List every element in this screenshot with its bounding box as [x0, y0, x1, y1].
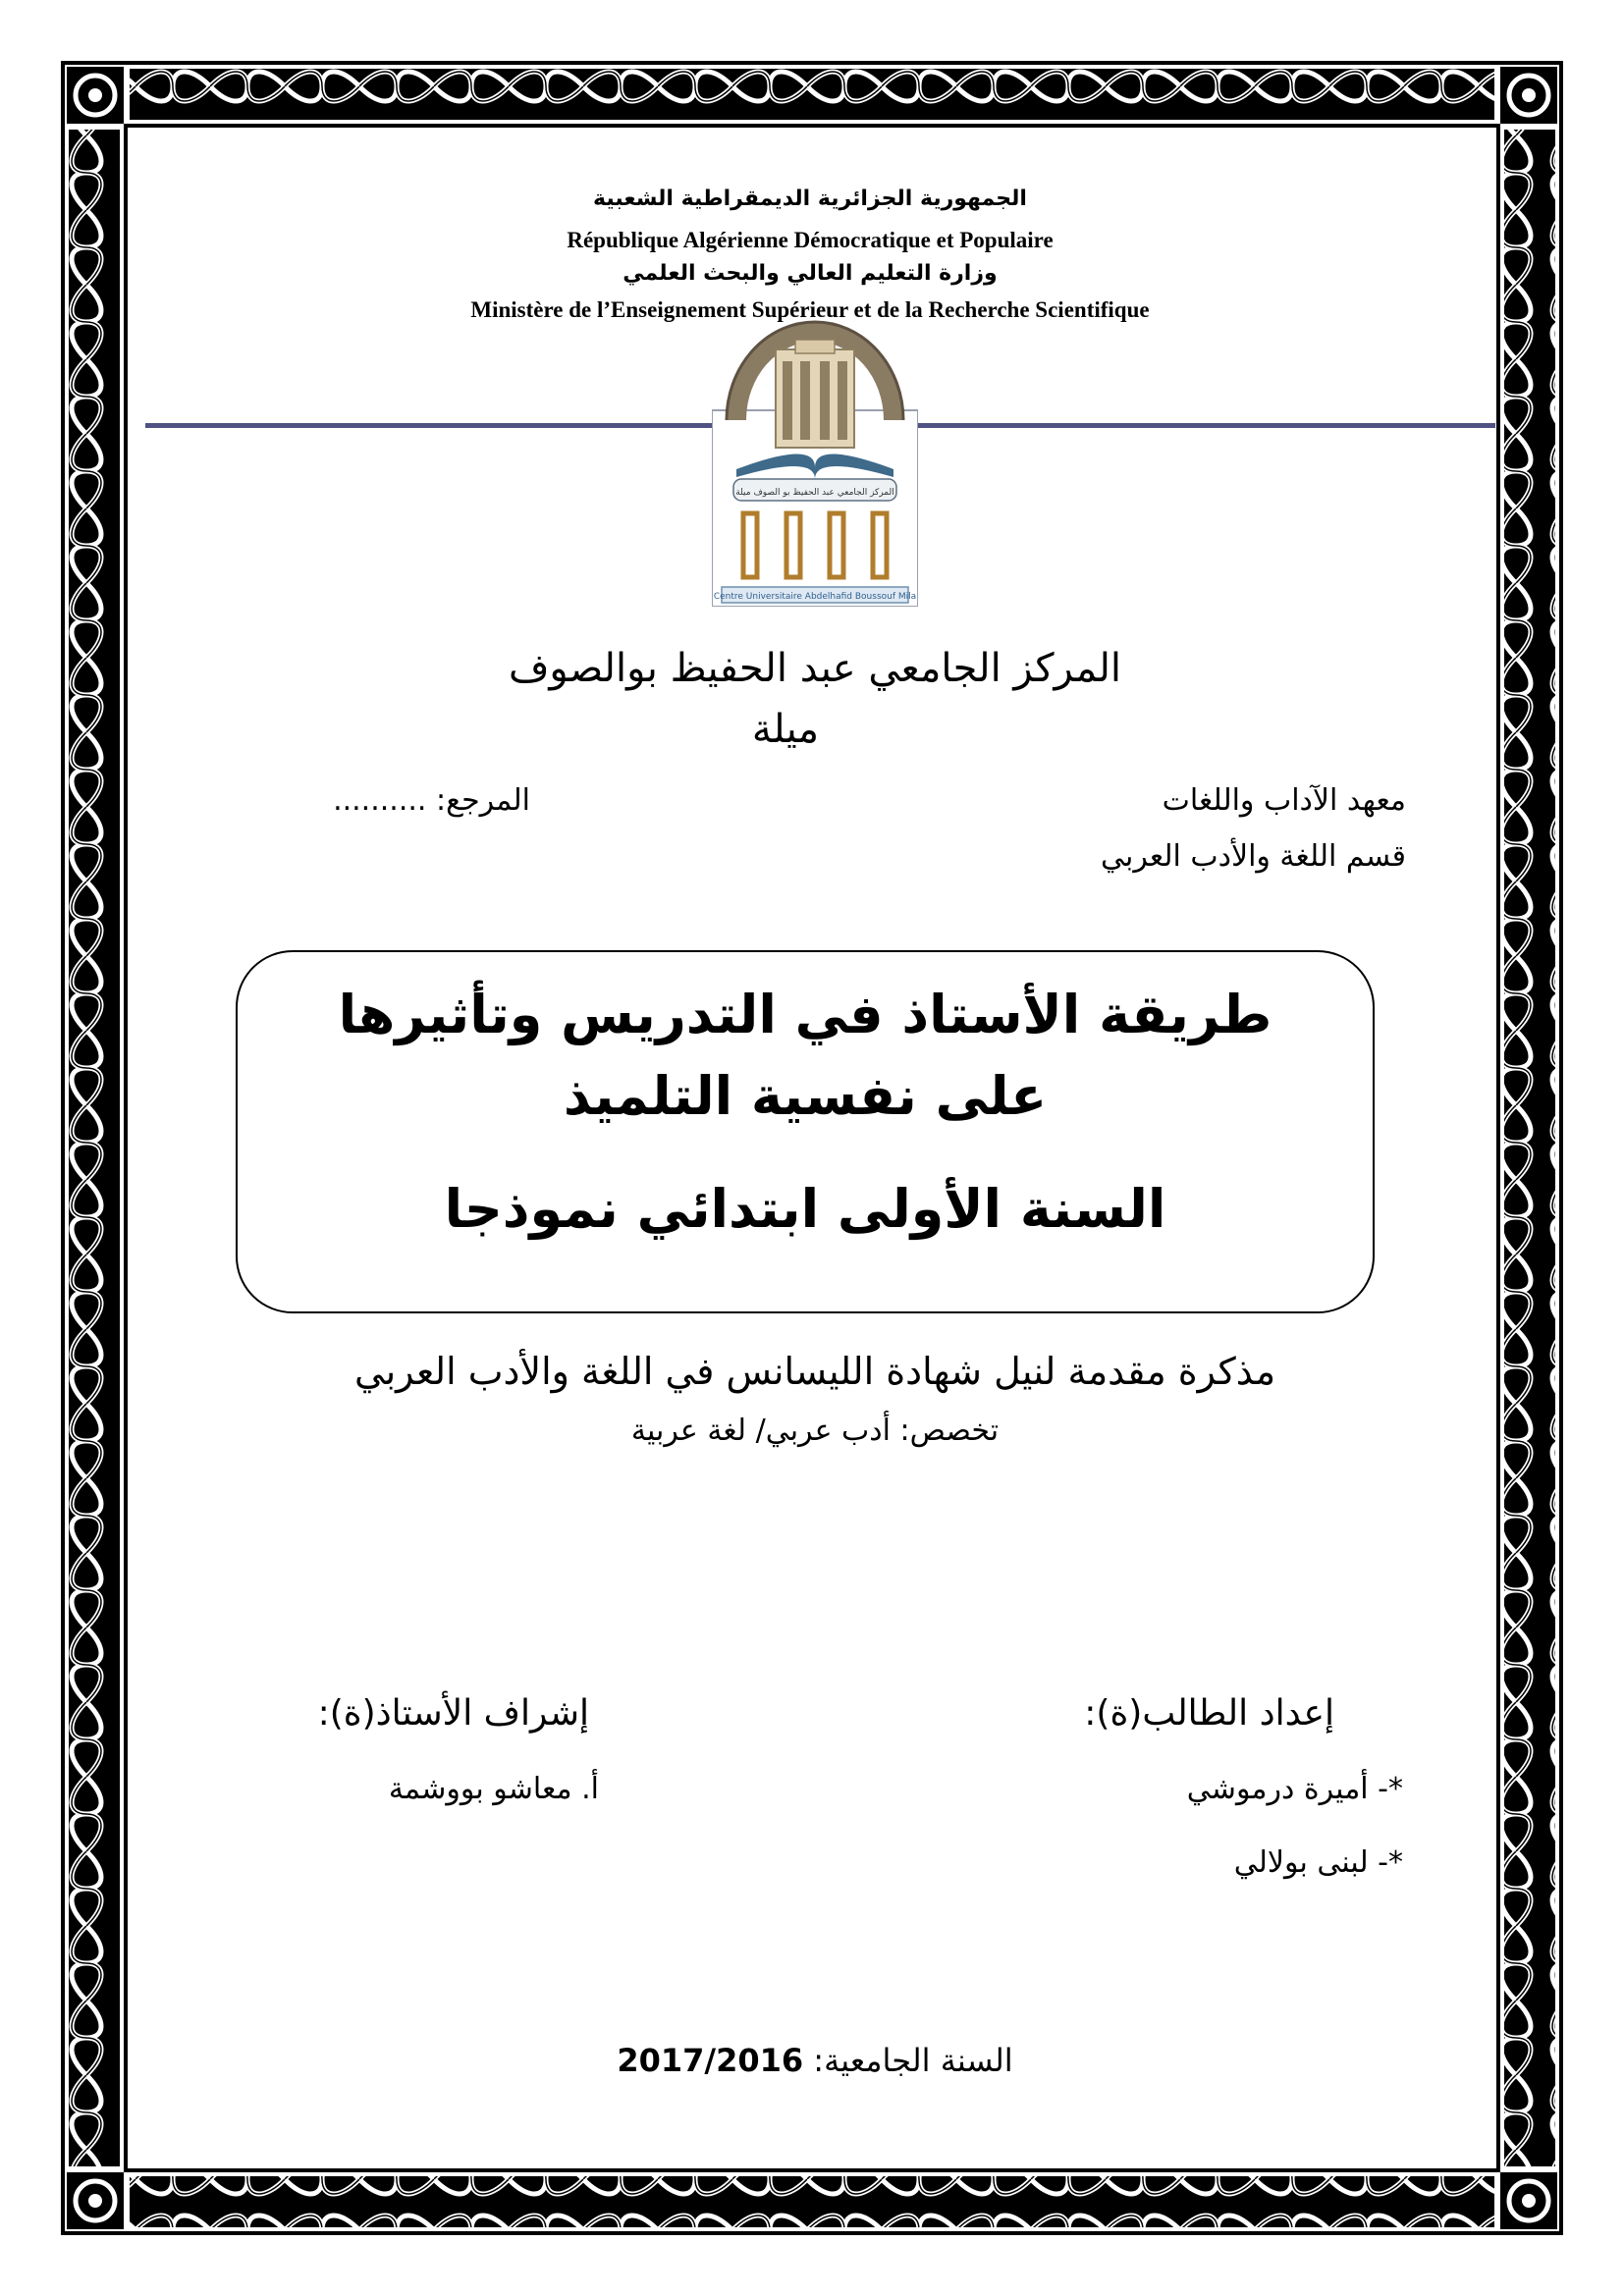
supervisor-name: أ. معاشو بووشمة — [388, 1772, 599, 1806]
degree-statement: مذكرة مقدمة لنيل شهادة الليسانس في اللغة والأدب العربي — [353, 1350, 1276, 1393]
ministry-french: Ministère de l’Enseignement Supérieur et de la Recherche Scientifique — [470, 297, 1150, 322]
corner-ornament-icon — [67, 2172, 124, 2229]
thesis-subtitle: السنة الأولى ابتدائي نموذجا — [444, 1178, 1166, 1240]
academic-year-value: 2017/2016 — [617, 2042, 804, 2079]
specialization: تخصص: أدب عربي/ لغة عربية — [630, 1414, 1000, 1448]
republic-french: République Algérienne Démocratique et Populaire — [567, 228, 1054, 252]
university-building-icon — [712, 312, 918, 607]
ministry-arabic: وزارة التعليم العالي والبحث العلمي — [623, 261, 998, 286]
university-logo — [712, 312, 918, 607]
student-name: لبنى بولالي — [1233, 1845, 1369, 1880]
institution-name: المركز الجامعي عبد الحفيظ بوالصوف — [508, 646, 1122, 691]
student-name: أميرة درموشي — [1186, 1772, 1369, 1806]
reference-field — [275, 783, 530, 818]
corner-ornament-icon — [1500, 2172, 1557, 2229]
logo-banner-text: المركز الجامعي عبد الحفيظ بو الصوف ميلة — [735, 488, 894, 498]
institute-name: معهد الآداب واللغات — [1162, 783, 1406, 818]
supervisor-label: إشراف الأستاذ(ة): — [317, 1693, 589, 1734]
thesis-title-line-2: على نفسية التلميذ — [563, 1065, 1048, 1127]
thesis-title-line-1: طريقة الأستاذ في التدريس وتأثيرها — [338, 984, 1272, 1045]
republic-arabic: الجمهورية الجزائرية الديمقراطية الشعبية — [593, 187, 1027, 211]
institution-city: ميلة — [751, 707, 820, 752]
bullet-icon: *- — [1378, 1772, 1403, 1806]
reference-label: المرجع: — [436, 783, 530, 818]
corner-ornament-icon — [1500, 67, 1557, 124]
students-label: إعداد الطالب(ة): — [1084, 1693, 1334, 1734]
department-name: قسم اللغة والأدب العربي — [1100, 839, 1406, 874]
reference-value: .......... — [333, 783, 427, 818]
corner-ornament-icon — [67, 67, 124, 124]
academic-year-label: السنة الجامعية: — [813, 2042, 1013, 2079]
bullet-icon: *- — [1378, 1845, 1403, 1880]
academic-year — [491, 2042, 1139, 2079]
logo-caption: Centre Universitaire Abdelhafid Boussouf Mila — [713, 592, 917, 602]
student-entry — [853, 1772, 1403, 1806]
student-entry — [853, 1845, 1403, 1880]
